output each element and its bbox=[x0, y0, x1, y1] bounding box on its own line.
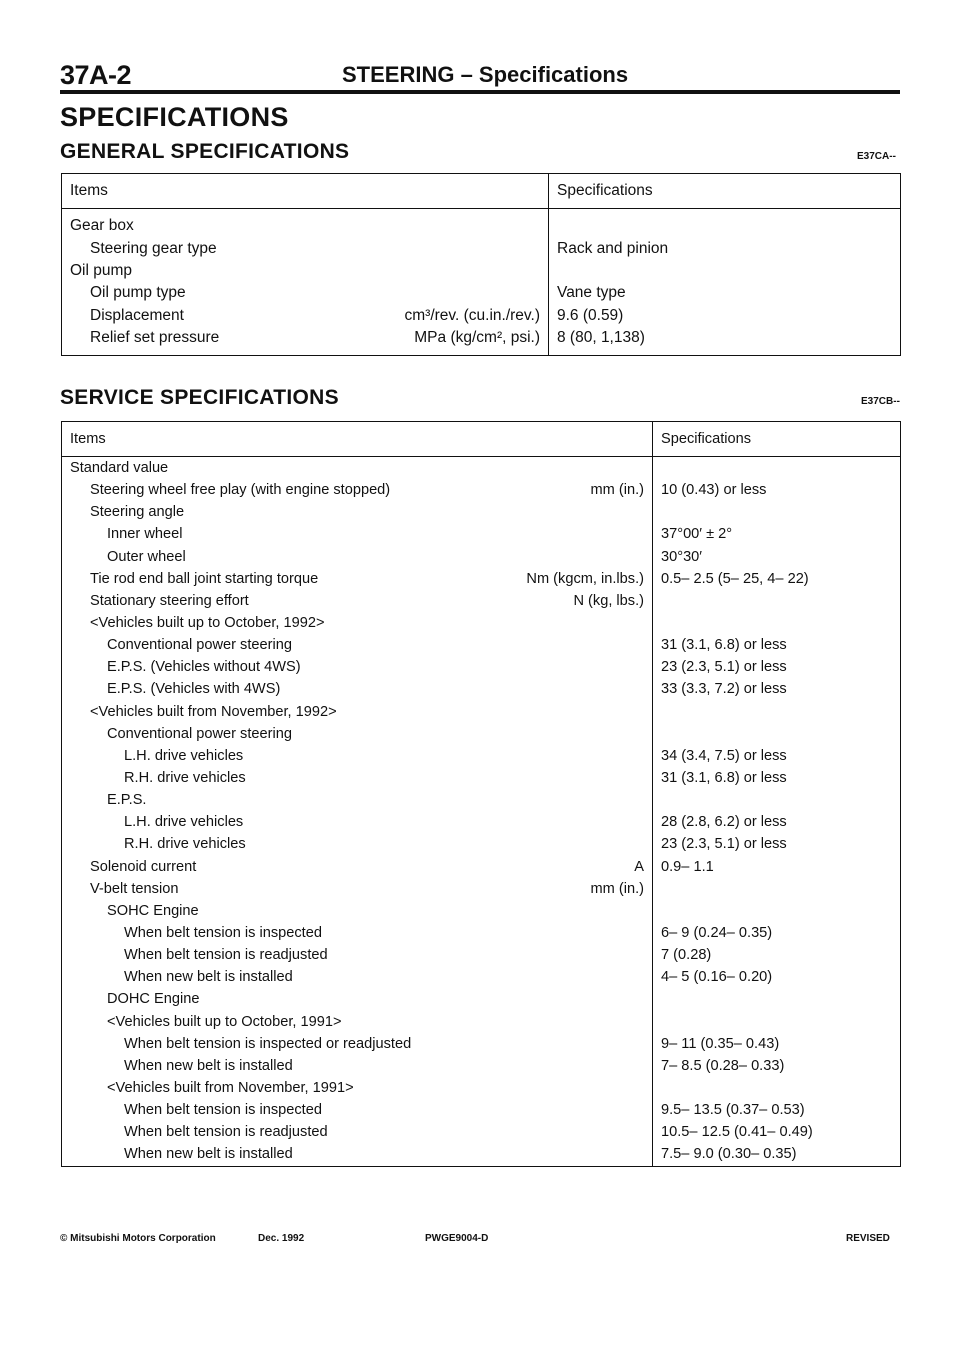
column-header-items: Items bbox=[62, 174, 549, 209]
spec-value: 33 (3.3, 7.2) or less bbox=[653, 678, 901, 700]
table-row bbox=[62, 767, 901, 789]
spec-value bbox=[653, 1011, 901, 1033]
spec-value: 10 (0.43) or less bbox=[653, 479, 901, 501]
table-row bbox=[62, 1033, 901, 1055]
unit-label: N (kg, lbs.) bbox=[573, 592, 644, 609]
unit-label: mm (in.) bbox=[590, 880, 644, 897]
service-specifications-heading: SERVICE SPECIFICATIONS bbox=[60, 386, 339, 409]
item-label: R.H. drive vehicles bbox=[124, 836, 246, 853]
general-specifications-table bbox=[61, 173, 901, 356]
spec-value: 23 (2.3, 5.1) or less bbox=[653, 656, 901, 678]
table-row bbox=[62, 811, 901, 833]
service-section-code: E37CB-- bbox=[861, 396, 900, 407]
spec-value bbox=[653, 789, 901, 811]
table-row bbox=[62, 282, 901, 304]
unit-label: Nm (kgcm, in.lbs.) bbox=[526, 570, 644, 587]
spec-value bbox=[549, 260, 901, 282]
table-row bbox=[62, 1011, 901, 1033]
item-label: Oil pump type bbox=[90, 284, 186, 302]
item-label: Conventional power steering bbox=[107, 725, 292, 742]
item-label: L.H. drive vehicles bbox=[124, 747, 244, 764]
item-label: When new belt is installed bbox=[124, 1146, 293, 1163]
spec-value: 9.5– 13.5 (0.37– 0.53) bbox=[653, 1099, 901, 1121]
item-label: When belt tension is inspected or readjusted bbox=[124, 1035, 412, 1052]
item-label: Standard value bbox=[70, 460, 169, 477]
table-row bbox=[62, 457, 901, 480]
unit-label: A bbox=[634, 858, 644, 875]
spec-value: 23 (2.3, 5.1) or less bbox=[653, 833, 901, 855]
column-header-items: Items bbox=[62, 422, 653, 457]
table-row bbox=[62, 568, 901, 590]
table-row bbox=[62, 1121, 901, 1143]
table-row bbox=[62, 612, 901, 634]
table-row bbox=[62, 701, 901, 723]
spec-value: 31 (3.1, 6.8) or less bbox=[653, 767, 901, 789]
header-rule bbox=[60, 90, 900, 94]
spec-value: 0.9– 1.1 bbox=[653, 856, 901, 878]
general-section-code: E37CA-- bbox=[857, 151, 896, 162]
spec-value bbox=[653, 501, 901, 523]
table-row bbox=[62, 745, 901, 767]
item-label: <Vehicles built from November, 1991> bbox=[107, 1080, 354, 1096]
item-label: DOHC Engine bbox=[107, 991, 200, 1008]
item-label: When belt tension is inspected bbox=[124, 925, 322, 942]
table-row bbox=[62, 237, 901, 259]
table-row bbox=[62, 590, 901, 612]
table-row bbox=[62, 1099, 901, 1121]
table-row bbox=[62, 546, 901, 568]
spec-value: 28 (2.8, 6.2) or less bbox=[653, 811, 901, 833]
table-row bbox=[62, 789, 901, 811]
table-row bbox=[62, 260, 901, 282]
spec-value: 30°30′ bbox=[653, 546, 901, 568]
item-label: L.H. drive vehicles bbox=[124, 814, 244, 831]
item-label: R.H. drive vehicles bbox=[124, 770, 246, 787]
table-row bbox=[62, 833, 901, 855]
spec-value bbox=[653, 988, 901, 1010]
spec-value: 9– 11 (0.35– 0.43) bbox=[653, 1033, 901, 1055]
table-row bbox=[62, 327, 901, 349]
spec-value: 9.6 (0.59) bbox=[549, 305, 901, 327]
item-label: E.P.S. bbox=[107, 792, 147, 809]
item-label: Conventional power steering bbox=[107, 637, 292, 654]
item-label: Oil pump bbox=[70, 261, 133, 279]
spec-value: 0.5– 2.5 (5– 25, 4– 22) bbox=[653, 568, 901, 590]
general-specifications-heading: GENERAL SPECIFICATIONS bbox=[60, 140, 350, 163]
footer-status: REVISED bbox=[846, 1233, 890, 1244]
item-label: Gear box bbox=[70, 217, 134, 235]
table-row bbox=[62, 523, 901, 545]
table-row bbox=[62, 215, 901, 237]
footer-document-code: PWGE9004-D bbox=[425, 1233, 489, 1244]
item-label: Displacement bbox=[90, 306, 184, 324]
column-header-specifications: Specifications bbox=[549, 174, 901, 209]
table-row bbox=[62, 988, 901, 1010]
item-label: E.P.S. (Vehicles with 4WS) bbox=[107, 681, 281, 698]
spec-value: 10.5– 12.5 (0.41– 0.49) bbox=[653, 1121, 901, 1143]
footer-date: Dec. 1992 bbox=[258, 1233, 305, 1244]
footer-copyright: © Mitsubishi Motors Corporation bbox=[60, 1233, 216, 1244]
spec-value: 7 (0.28) bbox=[653, 944, 901, 966]
table-row bbox=[62, 305, 901, 327]
spec-value bbox=[653, 878, 901, 900]
spec-value bbox=[653, 590, 901, 612]
section-title: STEERING – Specifications bbox=[342, 62, 629, 87]
item-label: Steering wheel free play (with engine stopped) bbox=[90, 482, 391, 499]
item-label: When belt tension is readjusted bbox=[124, 1124, 328, 1141]
table-row bbox=[62, 1143, 901, 1166]
page-title: SPECIFICATIONS bbox=[60, 102, 289, 132]
spec-value: 7.5– 9.0 (0.30– 0.35) bbox=[653, 1143, 901, 1166]
spec-value: 7– 8.5 (0.28– 0.33) bbox=[653, 1055, 901, 1077]
table-row bbox=[62, 922, 901, 944]
table-row bbox=[62, 856, 901, 878]
spec-value: 8 (80, 1,138) bbox=[549, 327, 901, 349]
table-row bbox=[62, 1055, 901, 1077]
column-header-specifications: Specifications bbox=[653, 422, 901, 457]
item-label: Relief set pressure bbox=[90, 329, 220, 347]
spec-value bbox=[653, 612, 901, 634]
table-row bbox=[62, 944, 901, 966]
table-row bbox=[62, 966, 901, 988]
spec-value: 34 (3.4, 7.5) or less bbox=[653, 745, 901, 767]
table-row bbox=[62, 678, 901, 700]
spec-value bbox=[653, 723, 901, 745]
spec-value: Rack and pinion bbox=[549, 237, 901, 259]
table-row bbox=[62, 1077, 901, 1099]
unit-label: mm (in.) bbox=[590, 482, 644, 499]
item-label: When new belt is installed bbox=[124, 969, 293, 986]
item-label: <Vehicles built up to October, 1991> bbox=[107, 1013, 342, 1030]
table-row bbox=[62, 501, 901, 523]
table-row bbox=[62, 878, 901, 900]
item-label: Stationary steering effort bbox=[90, 592, 249, 609]
table-row bbox=[62, 656, 901, 678]
table-row bbox=[62, 900, 901, 922]
page-number: 37A-2 bbox=[60, 60, 132, 90]
unit-label: cm³/rev. (cu.in./rev.) bbox=[404, 306, 540, 324]
table-row bbox=[62, 479, 901, 501]
service-specifications-table bbox=[61, 421, 901, 1167]
item-label: When belt tension is inspected bbox=[124, 1102, 322, 1119]
spec-value: Vane type bbox=[549, 282, 901, 304]
item-label: Inner wheel bbox=[107, 526, 183, 543]
table-header-row bbox=[62, 422, 901, 457]
spec-value bbox=[653, 457, 901, 480]
item-label: Outer wheel bbox=[107, 548, 186, 565]
item-label: V-belt tension bbox=[90, 880, 179, 897]
spec-value bbox=[653, 701, 901, 723]
item-label: Steering angle bbox=[90, 504, 185, 521]
item-label: Tie rod end ball joint starting torque bbox=[90, 570, 319, 587]
item-label: <Vehicles built up to October, 1992> bbox=[90, 615, 325, 632]
unit-label: MPa (kg/cm², psi.) bbox=[414, 329, 540, 347]
table-row bbox=[62, 723, 901, 745]
item-label: <Vehicles built from November, 1992> bbox=[90, 703, 337, 720]
item-label: When belt tension is readjusted bbox=[124, 947, 328, 964]
spec-value bbox=[653, 1077, 901, 1099]
table-row bbox=[62, 634, 901, 656]
table-header-row bbox=[62, 174, 901, 209]
item-label: When new belt is installed bbox=[124, 1057, 293, 1074]
item-label: SOHC Engine bbox=[107, 902, 199, 919]
spec-value bbox=[549, 215, 901, 237]
item-label: E.P.S. (Vehicles without 4WS) bbox=[107, 659, 301, 676]
spec-value bbox=[653, 900, 901, 922]
spec-value: 37°00′ ± 2° bbox=[653, 523, 901, 545]
item-label: Steering gear type bbox=[90, 239, 217, 257]
spec-value: 4– 5 (0.16– 0.20) bbox=[653, 966, 901, 988]
item-label: Solenoid current bbox=[90, 858, 197, 875]
spec-value: 6– 9 (0.24– 0.35) bbox=[653, 922, 901, 944]
spec-value: 31 (3.1, 6.8) or less bbox=[653, 634, 901, 656]
